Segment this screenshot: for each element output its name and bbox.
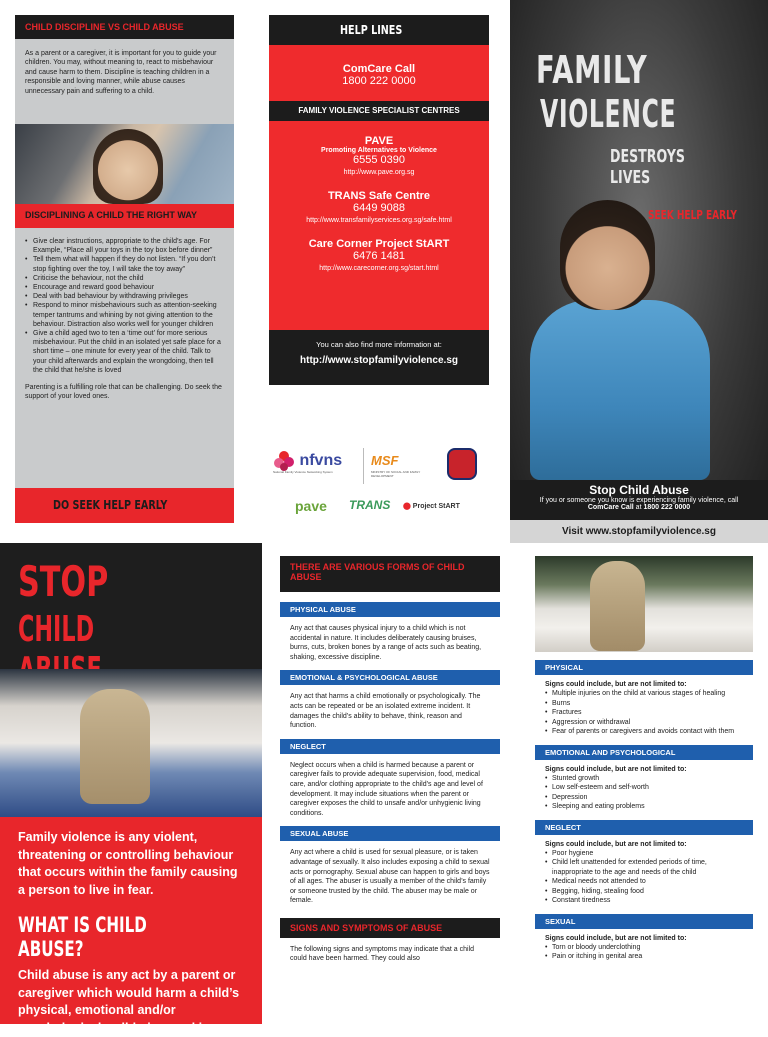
form-text: Any act where a child is used for sexual pleasure, or is taken advantage of sexually. It also includes exposing a child to sexual acts or pornography. Sexual abuse can happen to girls and boys of all ages. The abuser is usually a member of the child’s family or someone trusted by the child. The abuser may be male or female. — [290, 849, 490, 905]
discipline-closing: Parenting is a fulfilling role that can be challenging. Do seek the support of your loved ones. — [25, 384, 222, 401]
centre-pave — [269, 135, 489, 176]
cover-panel — [510, 0, 768, 543]
tip-item: • Give a child aged two to ten a ‘time out’ for more serious misbehaviour. Put the child in an isolated yet safe place for a short time – one minute for every year of the child. Talk to your child afterwards and explain the wrongdoing, then tell the child that he/she is loved — [25, 329, 224, 375]
cover-stop-text: Stop Child Abuse — [589, 483, 689, 497]
cover-visit-link[interactable]: Visit www.stopfamilyviolence.sg — [510, 520, 768, 543]
helplines-title: HELP LINES — [269, 15, 489, 45]
tip-item: • Give clear instructions, appropriate to the child’s age. For Example, “Place all your toys in the toy box before dinner” — [25, 237, 224, 255]
centres-title: FAMILY VIOLENCE SPECIALIST CENTRES — [269, 101, 489, 121]
discipline-tips — [15, 228, 234, 375]
centre-url[interactable]: http://www.transfamilyservices.org.sg/safe.html — [306, 217, 452, 224]
website-link[interactable]: http://www.stopfamilyviolence.sg — [300, 355, 458, 366]
comcare-phone[interactable]: 1800 222 0000 — [342, 75, 416, 87]
comcare-name: ComCare Call — [342, 63, 416, 75]
stop-panel — [0, 543, 262, 1035]
centre-trans — [269, 190, 489, 224]
trans-logo: TRANS — [349, 498, 391, 512]
centre-phone[interactable]: 6555 0390 — [353, 154, 405, 166]
sign-item: • Low self-esteem and self-worth — [545, 783, 743, 793]
helplines-panel — [269, 15, 489, 385]
tip-item: • Deal with bad behaviour by withdrawing privileges — [25, 292, 224, 301]
signs-panel — [535, 556, 753, 1024]
discipline-title: CHILD DISCIPLINE VS CHILD ABUSE — [15, 15, 234, 39]
cover-title-line1: FAMILY — [536, 48, 648, 92]
bunny-photo — [535, 556, 753, 652]
msf-logo: MSF MINISTRY OF SOCIAL AND FAMILY DEVELOPMENT — [371, 453, 421, 478]
stop-definition-block — [0, 817, 262, 1035]
signs-heading: SEXUAL — [535, 914, 753, 929]
sign-item: • Aggression or withdrawal — [545, 718, 743, 728]
centre-sub: Promoting Alternatives to Violence — [321, 147, 437, 154]
signs-list — [535, 689, 753, 737]
form-heading: EMOTIONAL & PSYCHOLOGICAL ABUSE — [280, 670, 500, 685]
stop-title-line2: CHILD — [18, 609, 95, 650]
signs-lead: Signs could include, but are not limited to: — [545, 681, 687, 688]
form-text: Any act that harms a child emotionally or psychologically. The acts can be repeated or be an isolated extreme incident. It damages the child’s ability to behave, think, reason and function. — [290, 693, 481, 730]
boy-photo — [15, 124, 234, 204]
signs-list — [535, 849, 753, 906]
discipline-footer: DO SEEK HELP EARLY — [15, 488, 234, 523]
discipline-panel — [15, 15, 234, 523]
signs-lead: Signs could include, but are not limited to: — [545, 765, 687, 773]
sign-item: • Begging, hiding, stealing food — [545, 887, 743, 897]
centre-name: Care Corner Project StART — [308, 238, 450, 250]
cover-info-bar — [510, 480, 768, 520]
centre-carecorner — [269, 238, 489, 272]
signs-heading: PHYSICAL — [535, 660, 753, 675]
signs-list — [535, 774, 753, 812]
sign-item: • Fractures — [545, 708, 743, 718]
sign-item: • Sleeping and eating problems — [545, 802, 743, 812]
sign-item: • Poor hygiene — [545, 849, 743, 859]
family-violence-definition: Family violence is any violent, threatening or controlling behaviour that occurs within the family causing a person to live in fear. — [18, 830, 238, 897]
logo-divider — [363, 448, 364, 484]
signs-heading: EMOTIONAL AND PSYCHOLOGICAL — [535, 745, 753, 760]
partner-logos — [269, 440, 489, 525]
sign-item: • Pain or itching in genital area — [545, 952, 743, 962]
discipline-intro: As a parent or a caregiver, it is important for you to guide your children. You may, without meaning to, react to misbehaviour and cause harm to them. Discipline is teaching children in a responsible and loving manner, while abuse causes unnecessary pain and suffering to a child. — [25, 50, 217, 95]
more-info-bar — [269, 330, 489, 385]
start-logo: ⬤ Project StART — [403, 503, 460, 510]
tip-item: • Criticise the behaviour, not the child — [25, 274, 224, 283]
cover-seek-help: SEEK HELP EARLY — [648, 208, 737, 222]
what-is-child-abuse-heading: WHAT IS CHILD ABUSE? — [18, 913, 147, 961]
centre-phone[interactable]: 6449 9088 — [353, 202, 405, 214]
signs-lead: Signs could include, but are not limited to: — [545, 934, 687, 942]
signs-lead: Signs could include, but are not limited to: — [545, 840, 687, 848]
form-text: Neglect occurs when a child is harmed because a parent or caregiver fails to provide adequate supervision, food, medical care, and/or clothing appropriate to the child’s age and level of development. It may include situations when the parent or caregiver exposes the child to unsafe and/or unhygienic living conditions. — [290, 761, 483, 817]
sign-item: • Stunted growth — [545, 774, 743, 784]
form-heading: SEXUAL ABUSE — [280, 826, 500, 841]
stop-title-line1: STOP — [18, 557, 109, 606]
form-heading: PHYSICAL ABUSE — [280, 602, 500, 617]
discipline-subtitle: DISCIPLINING A CHILD THE RIGHT WAY — [15, 204, 234, 228]
signs-heading: NEGLECT — [535, 820, 753, 835]
nfvns-logo: nfvns National Family Violence Networking System — [273, 452, 343, 474]
sign-item: • Child left unattended for extended periods of time, inappropriate to the age and needs of the child — [545, 858, 743, 877]
bunny-photo — [0, 669, 262, 817]
pave-logo: pave — [295, 498, 327, 514]
centre-phone[interactable]: 6476 1481 — [353, 250, 405, 262]
child-abuse-answer: Child abuse is any act by a parent or caregiver which would harm a child’s physical, emotional and/or psychological well-being, and is — [18, 968, 240, 1035]
cover-title-line3: DESTROYS LIVES — [610, 146, 685, 188]
signs-list — [535, 943, 753, 962]
centre-url[interactable]: http://www.pave.org.sg — [343, 169, 415, 176]
police-crest-icon — [447, 448, 477, 480]
sign-item: • Multiple injuries on the child at various stages of healing — [545, 689, 743, 699]
centre-name: PAVE — [364, 135, 394, 147]
centre-name: TRANS Safe Centre — [327, 190, 431, 202]
more-info-text: You can also find more information at: — [316, 340, 442, 349]
form-heading: NEGLECT — [280, 739, 500, 754]
centre-url[interactable]: http://www.carecorner.org.sg/start.html — [319, 265, 439, 272]
sign-item: • Torn or bloody underclothing — [545, 943, 743, 953]
sign-item: • Medical needs not attended to — [545, 877, 743, 887]
flower-icon — [273, 450, 295, 472]
sign-item: • Depression — [545, 793, 743, 803]
sign-item: • Burns — [545, 699, 743, 709]
cover-title-line2: VIOLENCE — [540, 92, 677, 136]
form-text: Any act that causes physical injury to a child which is not accidental in nature. It includes deliberately causing bruises, burns, cuts, broken bones by a range of acts such as beating, shaking, excessive discipline. — [290, 625, 482, 661]
cover-info-text: If you or someone you know is experiencing family violence, call ComCare Call at 1800 222 0000 — [539, 497, 739, 511]
forms-panel — [280, 556, 500, 1024]
sign-item: • Fear of parents or caregivers and avoids contact with them — [545, 727, 743, 737]
tip-item: • Tell them what will happen if they do not listen. “If you don’t stop fighting over the toy, I will take the toy away” — [25, 255, 224, 273]
signs-intro: The following signs and symptoms may indicate that a child could have been harmed. They could also — [290, 945, 475, 963]
boy-photo — [530, 200, 730, 480]
tip-item: • Encourage and reward good behaviour — [25, 283, 224, 292]
comcare-block — [269, 63, 489, 87]
tip-item: • Respond to minor misbehaviours such as attention-seeking temper tantrums and whining by not giving attention to the behaviour. Distraction also works well for younger children — [25, 301, 224, 329]
signs-title: SIGNS AND SYMPTOMS OF ABUSE — [280, 918, 500, 938]
forms-title: THERE ARE VARIOUS FORMS OF CHILD ABUSE — [280, 556, 500, 592]
sign-item: • Constant tiredness — [545, 896, 743, 906]
